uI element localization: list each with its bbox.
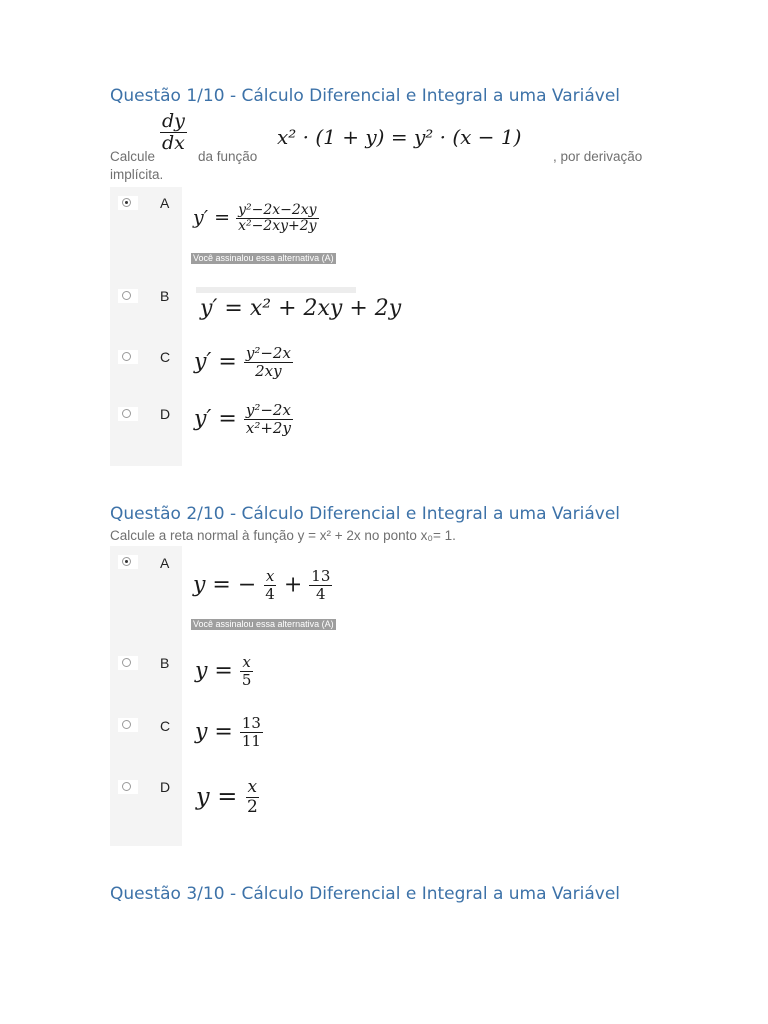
q1-option-d-letter: D bbox=[160, 406, 171, 422]
q2-option-c-radio[interactable] bbox=[118, 718, 138, 732]
radio-empty-icon bbox=[122, 782, 131, 791]
question-2-title: Questão 2/10 - Cálculo Diferencial e Integral a uma Variável bbox=[110, 504, 621, 524]
q2-option-b-radio[interactable] bbox=[118, 656, 138, 670]
q2-option-d-letter: D bbox=[160, 779, 171, 795]
q2-option-d-formula[interactable]: y = $\frac{x}{2}$ bbox=[196, 777, 258, 817]
radio-selected-icon bbox=[122, 198, 131, 207]
radio-empty-icon bbox=[122, 291, 131, 300]
q2-option-c-letter: C bbox=[160, 718, 171, 734]
q1-option-b-divider bbox=[196, 287, 356, 293]
implicit-suffix: , por derivação bbox=[553, 149, 643, 164]
radio-selected-icon bbox=[122, 557, 131, 566]
q2-option-c-formula[interactable]: y = $\frac{13}{11}$ bbox=[195, 714, 261, 750]
q1-option-c-formula[interactable]: y′ = $\frac{\text{y²−2x}}{2xy}$ bbox=[194, 344, 291, 380]
radio-empty-icon bbox=[122, 352, 131, 361]
question-3-title: Questão 3/10 - Cálculo Diferencial e Integral a uma Variável bbox=[110, 884, 621, 904]
q1-options-column bbox=[110, 187, 182, 466]
q1-option-a-letter: A bbox=[160, 195, 170, 211]
q2-selected-note: Você assinalou essa alternativa (A) bbox=[193, 619, 334, 629]
radio-empty-icon bbox=[122, 409, 131, 418]
q1-option-b-letter: B bbox=[160, 288, 170, 304]
question-1-title: Questão 1/10 - Cálculo Diferencial e Integral a uma Variável bbox=[110, 86, 621, 106]
function-label: da função bbox=[198, 149, 258, 164]
radio-empty-icon bbox=[122, 720, 131, 729]
q2-option-a-letter: A bbox=[160, 555, 170, 571]
implicit-line2: implícita. bbox=[110, 167, 164, 182]
q1-option-d-formula[interactable]: y′ = $\frac{\text{y²−2x}}{\text{x²+2y}}$ bbox=[194, 401, 291, 437]
q2-option-a-formula[interactable]: y = − $\frac{x}{4}$ + $\frac{13}{4}$ bbox=[193, 567, 331, 603]
q2-option-b-letter: B bbox=[160, 655, 170, 671]
radio-empty-icon bbox=[122, 658, 131, 667]
implicit-equation: x² · (1 + y) = y² · (x − 1) bbox=[277, 125, 522, 149]
q2-option-a-radio[interactable] bbox=[118, 555, 138, 569]
q1-option-c-letter: C bbox=[160, 349, 171, 365]
q1-option-a-formula[interactable]: y′ = $\frac{\text{y²−2x−2xy}}{\text{x²−2xy+2y}}$ bbox=[193, 202, 317, 234]
q2-options-column bbox=[110, 546, 182, 846]
q1-option-b-radio[interactable] bbox=[118, 289, 138, 303]
derivative-notation: $\frac{dy}{dx}$ bbox=[162, 110, 185, 154]
q1-option-a-radio[interactable] bbox=[118, 196, 138, 210]
q2-option-b-formula[interactable]: y = $\frac{x}{5}$ bbox=[195, 653, 252, 689]
q1-option-c-radio[interactable] bbox=[118, 350, 138, 364]
question-2-stem: Calcule a reta normal à função y = x² + 2x no ponto x₀= 1. bbox=[110, 528, 456, 543]
q1-option-d-radio[interactable] bbox=[118, 407, 138, 421]
q1-selected-note: Você assinalou essa alternativa (A) bbox=[193, 253, 334, 263]
q2-option-d-radio[interactable] bbox=[118, 780, 138, 794]
q1-option-b-formula[interactable]: y′ = x² + 2xy + 2y bbox=[200, 296, 402, 321]
calculate-label: Calcule bbox=[110, 149, 156, 164]
